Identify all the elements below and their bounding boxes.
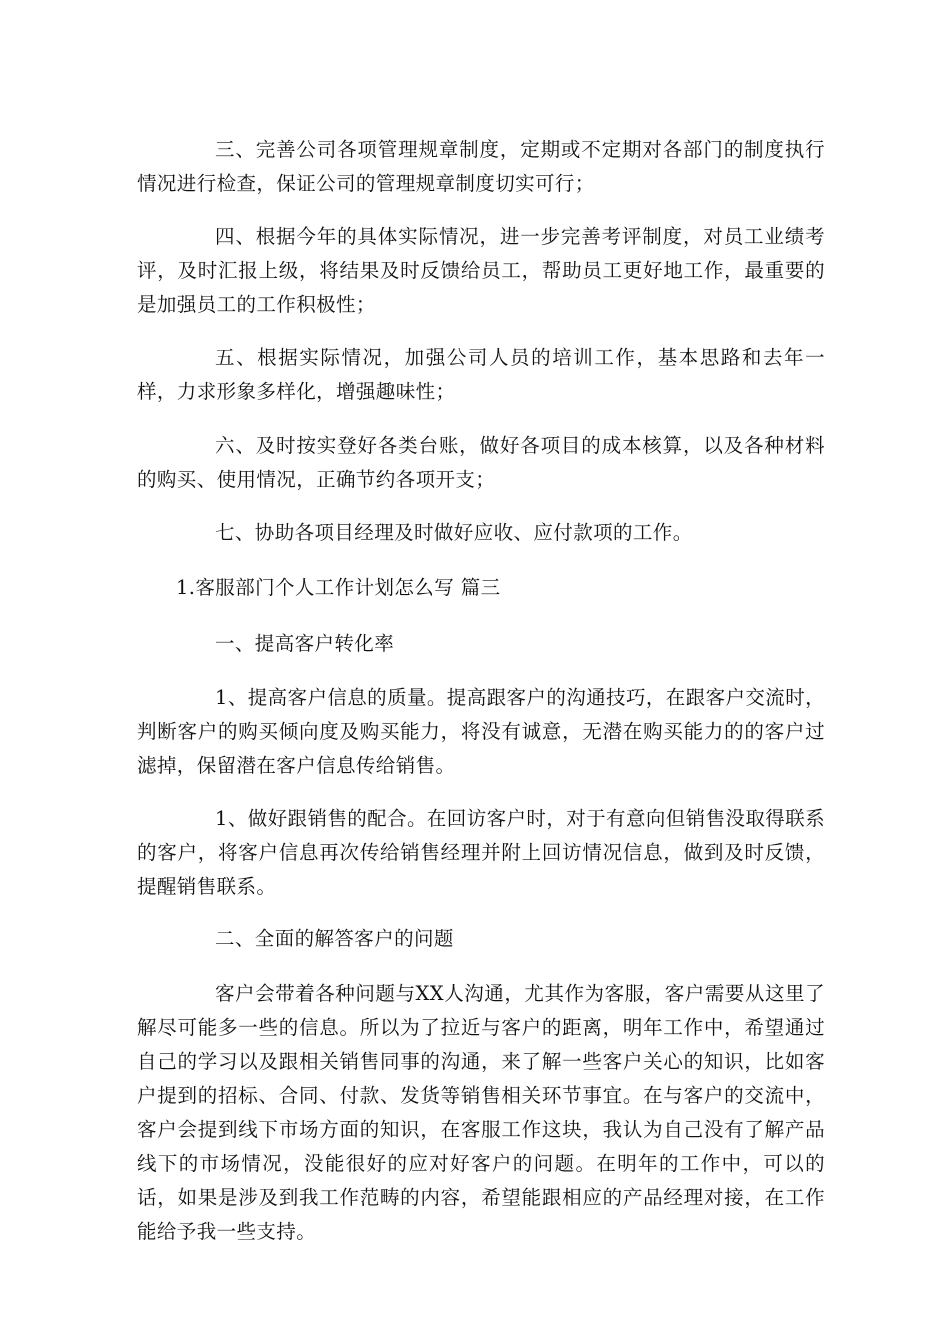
paragraph-quality: 1、提高客户信息的质量。提高跟客户的沟通技巧，在跟客户交流时，判断客户的购买倾向度及购买能力，将没有诚意，无潜在购买能力的的客户过滤掉，保留潜在客户信息传给销售。 (137, 686, 825, 777)
paragraph-item-7: 七、协助各项目经理及时做好应收、应付款项的工作。 (215, 521, 693, 544)
paragraph-item-5: 五、根据实际情况，加强公司人员的培训工作，基本思路和去年一样，力求形象多样化，增强趣味性； (137, 346, 825, 403)
paragraph-sales-coordination: 1、做好跟销售的配合。在回访客户时，对于有意向但销售没取得联系的客户，将客户信息再次传给销售经理并附上回访情况信息，做到及时反馈，提醒销售联系。 (137, 807, 825, 898)
paragraph-customer-questions: 客户会带着各种问题与XX人沟通，尤其作为客服，客户需要从这里了解尽可能多一些的信息。所以为了拉近与客户的距离，明年工作中，希望通过自己的学习以及跟相关销售同事的沟通，来了解一些客户关心的知识，比如客户提到的招标、合同、付款、发货等销售相关环节事宜。在与客户的交流中，客户会提到线下市场方面的知识，在客服工作这块，我认为自己没有了解产品线下的市场情况，没能很好的应对好客户的问题。在明年的工作中，可以的话，如果是涉及到我工作范畴的内容，希望能跟相应的产品经理对接，在工作能给予我一些支持。 (137, 982, 825, 1243)
section-heading-conversion: 一、提高客户转化率 (215, 632, 395, 655)
paragraph-item-3: 三、完善公司各项管理规章制度，定期或不定期对各部门的制度执行情况进行检查，保证公司的管理规章制度切实可行； (137, 138, 825, 195)
section-heading-answer-questions: 二、全面的解答客户的问题 (215, 927, 454, 950)
paragraph-item-4: 四、根据今年的具体实际情况，进一步完善考评制度，对员工业绩考评，及时汇报上级，将结果及时反馈给员工，帮助员工更好地工作，最重要的是加强员工的工作积极性； (137, 225, 825, 316)
section-heading-part-three: 1.客服部门个人工作计划怎么写 篇三 (176, 576, 501, 599)
paragraph-item-6: 六、及时按实登好各类台账，做好各项目的成本核算，以及各种材料的购买、使用情况，正确节约各项开支； (137, 434, 825, 491)
